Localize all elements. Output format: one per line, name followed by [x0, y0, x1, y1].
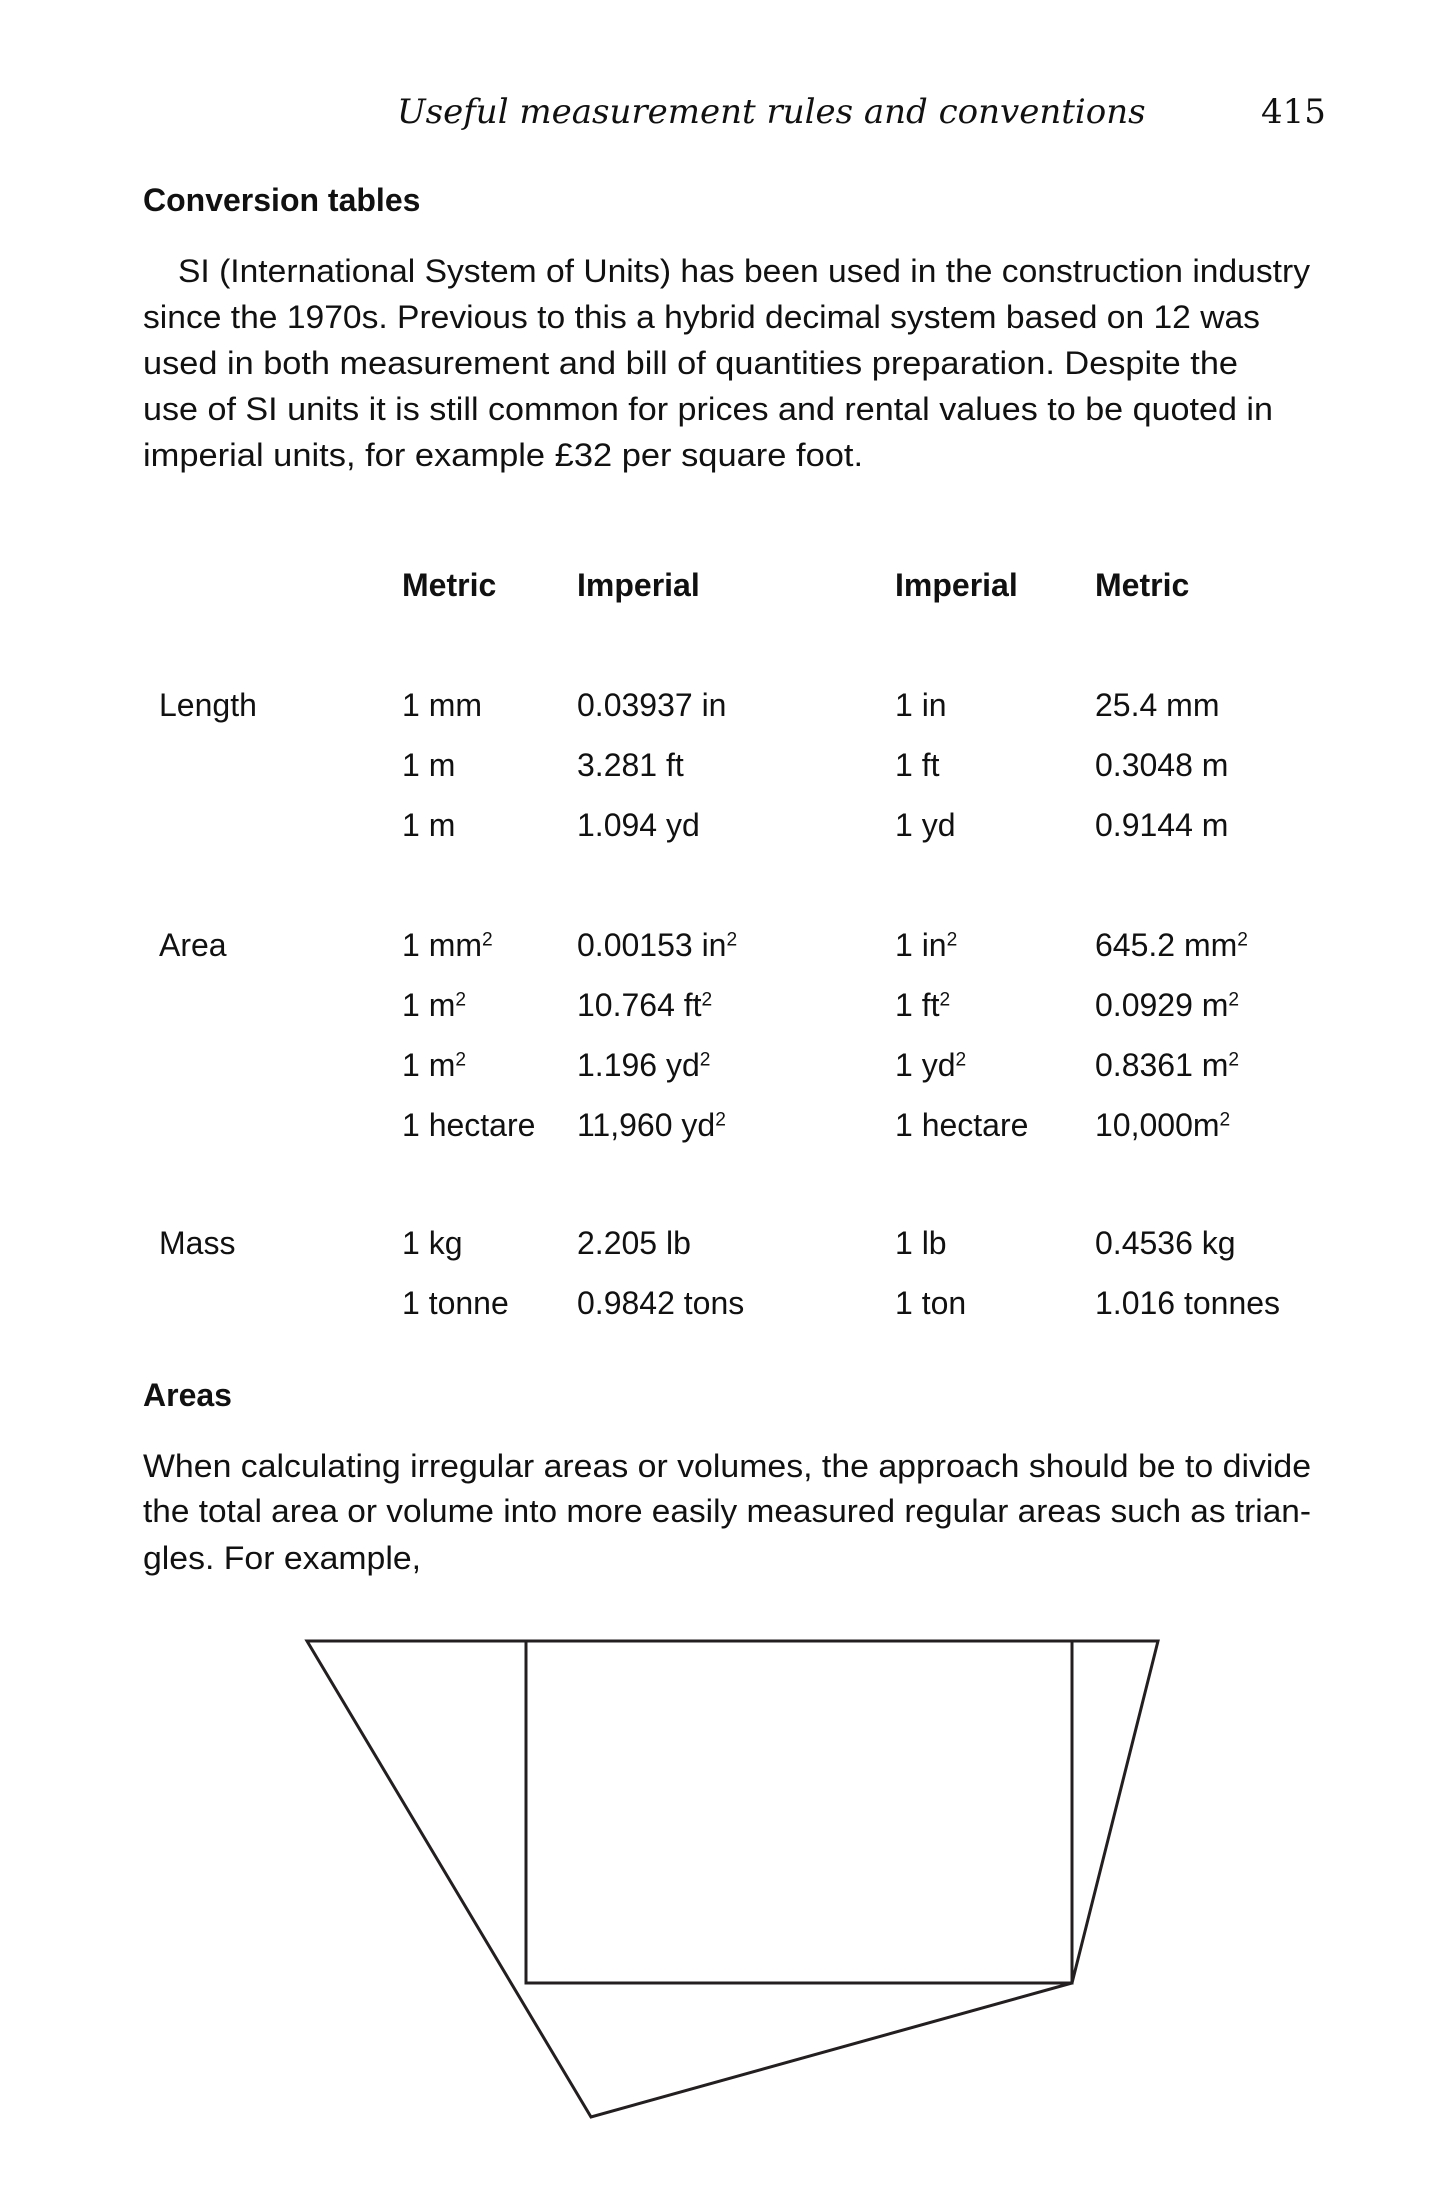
metric-value: 1 m: [402, 807, 456, 843]
paragraph-line: SI (International System of Units) has been used in the construction industry: [178, 253, 1311, 289]
running-header-title: Useful measurement rules and conventions: [397, 92, 1146, 132]
imperial-value: 10.764 $ft^2$: [577, 987, 713, 1023]
superscript-exponent: 2: [1228, 989, 1240, 1011]
imperial-value: 1 ft: [895, 747, 940, 783]
imperial-value: 0.03937 in: [577, 687, 727, 723]
metric-value: 1.016 tonnes: [1095, 1285, 1281, 1321]
imperial-value: 0.9842 tons: [577, 1285, 745, 1321]
column-header-imperial: Imperial: [895, 567, 1018, 603]
imperial-value: 1 ton: [895, 1285, 967, 1321]
superscript-exponent: 2: [955, 1049, 967, 1071]
section-heading-conversion-tables: Conversion tables: [143, 182, 421, 218]
section-heading-areas: Areas: [143, 1377, 232, 1413]
metric-value: 1 hectare: [402, 1107, 536, 1143]
metric-value: $10,000m^2$: [1095, 1107, 1231, 1143]
superscript-exponent: 2: [455, 989, 467, 1011]
imperial-value: 0.00153 $in^2$: [577, 927, 738, 963]
superscript-exponent: 2: [946, 929, 958, 951]
superscript-exponent: 2: [701, 989, 713, 1011]
metric-value: 0.0929 $m^2$: [1095, 987, 1240, 1023]
metric-value: 0.4536 kg: [1095, 1225, 1236, 1261]
imperial-value: 1 yd: [895, 807, 956, 843]
metric-value: 1 $mm^2$: [402, 927, 493, 963]
metric-value: 25.4 mm: [1095, 687, 1220, 723]
paragraph-line: the total area or volume into more easily measured regular areas such as trian-: [143, 1493, 1311, 1529]
paragraph-line: imperial units, for example £32 per square foot.: [143, 437, 864, 473]
imperial-value: 11,960 $yd^2$: [577, 1107, 726, 1143]
metric-value: 0.8361 $m^2$: [1095, 1047, 1240, 1083]
imperial-value: 2.205 lb: [577, 1225, 691, 1261]
metric-value: 0.3048 m: [1095, 747, 1229, 783]
superscript-exponent: 2: [1237, 929, 1248, 951]
paragraph-line: When calculating irregular areas or volumes, the approach should be to divide: [143, 1448, 1312, 1484]
paragraph-line: use of SI units it is still common for prices and rental values to be quoted in: [143, 391, 1273, 427]
imperial-value: 1 $ft^2$: [895, 987, 951, 1023]
imperial-value: 1 hectare: [895, 1107, 1029, 1143]
paragraph-line: since the 1970s. Previous to this a hybrid decimal system based on 12 was: [143, 299, 1260, 335]
superscript-exponent: 2: [726, 929, 738, 951]
metric-value: 645.2 $mm^2$: [1095, 927, 1248, 963]
row-group-label: Area: [159, 927, 227, 963]
imperial-value: 1 in: [895, 687, 947, 723]
row-group-label: Length: [159, 687, 257, 723]
inner-rectangle: [526, 1641, 1072, 1983]
imperial-value: 3.281 ft: [577, 747, 684, 783]
imperial-value: 1 $in^2$: [895, 927, 958, 963]
imperial-value: 1.094 yd: [577, 807, 700, 843]
superscript-exponent: 2: [1219, 1109, 1231, 1131]
column-header-imperial: Imperial: [577, 567, 700, 603]
imperial-value: 1 lb: [895, 1225, 947, 1261]
irregular-outline: [307, 1641, 1158, 2117]
paragraph-line: used in both measurement and bill of quantities preparation. Despite the: [143, 345, 1239, 381]
metric-value: 1 kg: [402, 1225, 463, 1261]
superscript-exponent: 2: [482, 929, 493, 951]
imperial-value: 1 $yd^2$: [895, 1047, 967, 1083]
metric-value: 1 m: [402, 747, 456, 783]
row-group-label: Mass: [159, 1225, 236, 1261]
metric-value: 1 mm: [402, 687, 482, 723]
metric-value: 1 tonne: [402, 1285, 509, 1321]
superscript-exponent: 2: [715, 1109, 726, 1131]
superscript-exponent: 2: [699, 1049, 711, 1071]
metric-value: 0.9144 m: [1095, 807, 1229, 843]
metric-value: 1 $m^2$: [402, 1047, 467, 1083]
paragraph-line: gles. For example,: [143, 1540, 422, 1576]
column-header-metric: Metric: [1095, 567, 1190, 603]
superscript-exponent: 2: [939, 989, 951, 1011]
superscript-exponent: 2: [1228, 1049, 1240, 1071]
metric-value: 1 $m^2$: [402, 987, 467, 1023]
superscript-exponent: 2: [455, 1049, 467, 1071]
imperial-value: 1.196 $yd^2$: [577, 1047, 711, 1083]
column-header-metric: Metric: [402, 567, 497, 603]
page-number: 415: [1261, 92, 1326, 132]
